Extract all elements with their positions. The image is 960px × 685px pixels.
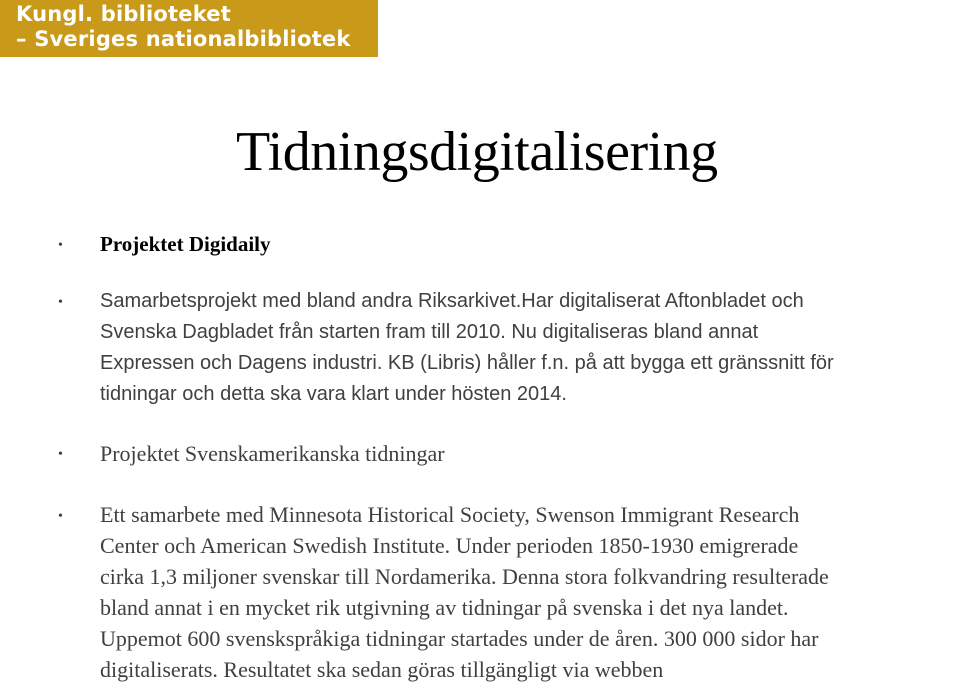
- bullet-icon: •: [58, 509, 63, 524]
- paragraph-line: bland annat i en mycket rik utgivning av tidningar på svenska i det nya landet.: [100, 595, 789, 620]
- logo-line-1: Kungl. biblioteket: [16, 2, 231, 26]
- section-heading-svenskamerikanska: Projektet Svenskamerikanska tidningar: [100, 441, 445, 466]
- section-heading-digidaily: Projektet Digidaily: [100, 232, 271, 256]
- paragraph-line: digitaliserats. Resultatet ska sedan göras tillgängligt via webben: [100, 657, 664, 682]
- paragraph-line: Svenska Dagbladet från starten fram till 2010. Nu digitaliseras bland annat: [100, 321, 759, 343]
- paragraph-line: Samarbetsprojekt med bland andra Riksarkivet.Har digitaliserat Aftonbladet och: [100, 290, 804, 312]
- paragraph-line: Uppemot 600 svenskspråkiga tidningar startades under de åren. 300 000 sidor har: [100, 626, 819, 651]
- logo-line-2: – Sveriges nationalbibliotek: [16, 27, 351, 51]
- paragraph-line: Ett samarbete med Minnesota Historical Society, Swenson Immigrant Research: [100, 502, 800, 527]
- page-title: Tidningsdigitalisering: [236, 121, 718, 183]
- paragraph-line: Expressen och Dagens industri. KB (Libris) håller f.n. på att bygga ett gränssnitt för: [100, 352, 834, 374]
- kb-logo: [0, 0, 378, 57]
- bullet-icon: •: [58, 447, 63, 462]
- paragraph-svenskamerikanska: [100, 499, 960, 685]
- paragraph-line: cirka 1,3 miljoner svenskar till Nordamerika. Denna stora folkvandring resulterade: [100, 564, 829, 589]
- paragraph-line: Center och American Swedish Institute. Under perioden 1850-1930 emigrerade: [100, 533, 799, 558]
- paragraph-line: tidningar och detta ska vara klart under hösten 2014.: [100, 383, 567, 405]
- paragraph-digidaily: [100, 286, 960, 410]
- bullet-icon: •: [58, 238, 63, 253]
- bullet-icon: •: [58, 295, 63, 310]
